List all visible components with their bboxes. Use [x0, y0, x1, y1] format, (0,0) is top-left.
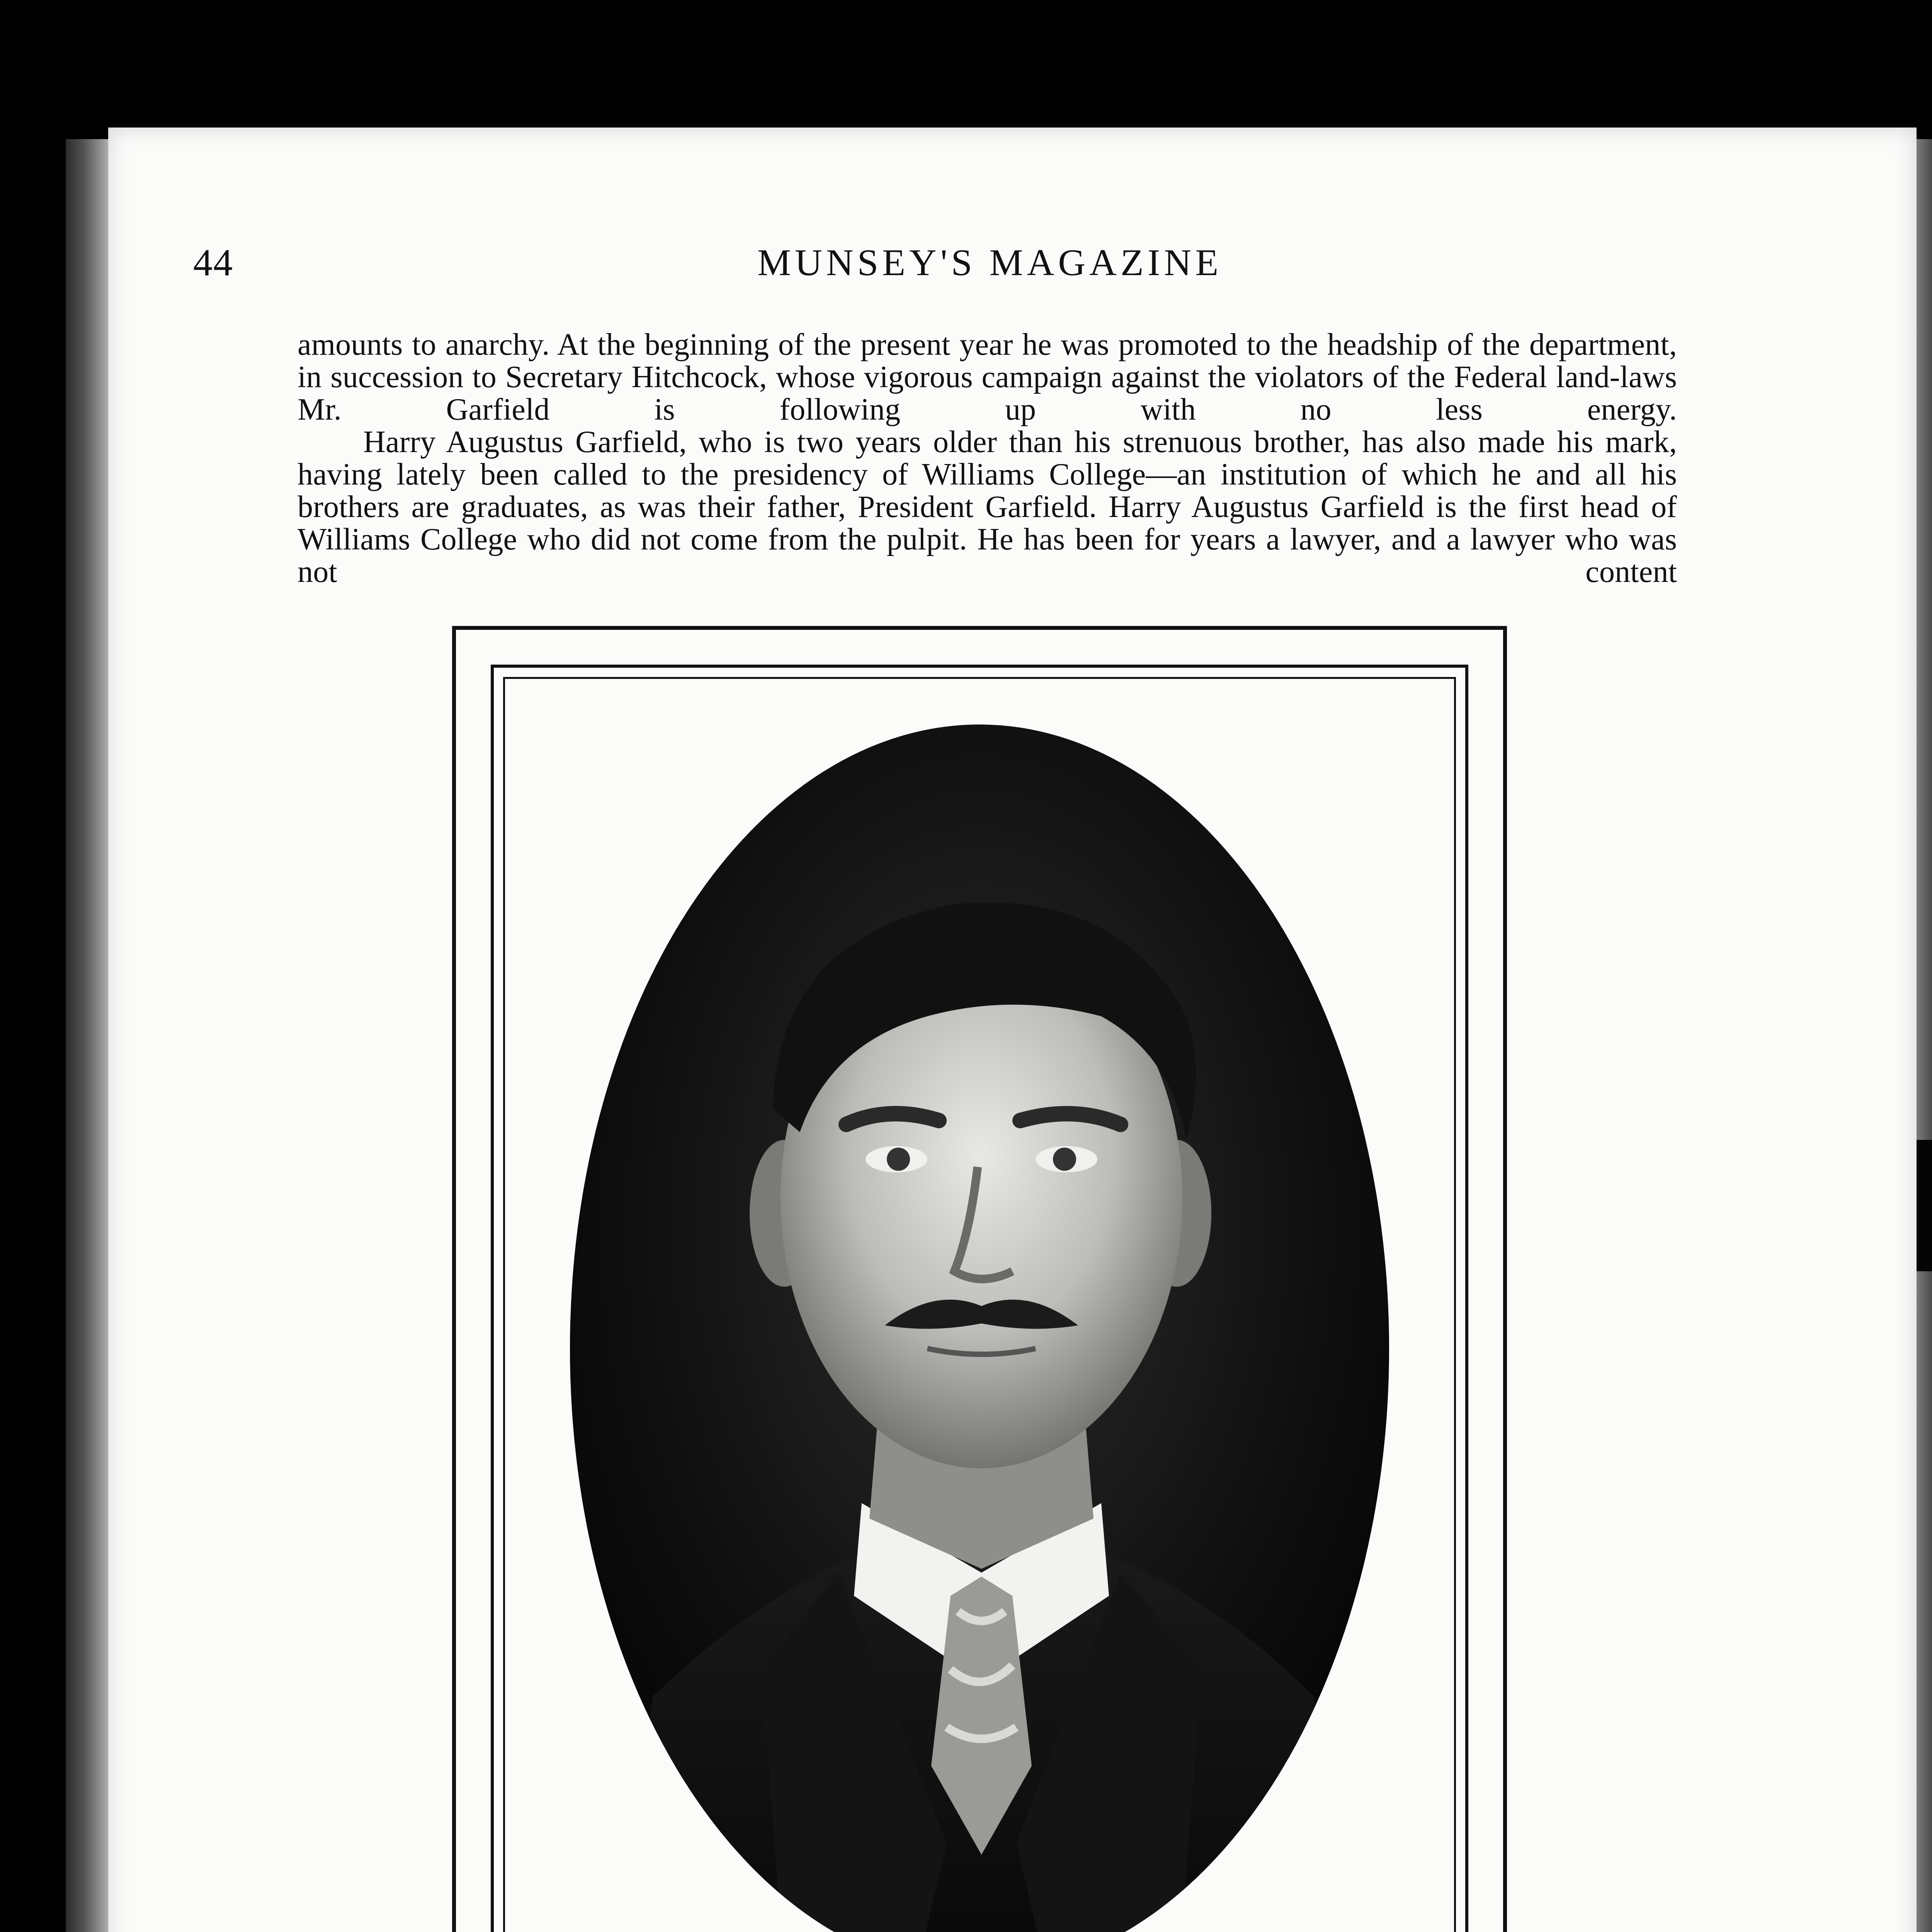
article-text-top [298, 328, 1677, 591]
page-number: 44 [193, 241, 233, 284]
magazine-title: MUNSEY'S MAGAZINE [757, 242, 1223, 284]
portrait-photograph [568, 723, 1391, 1932]
book-edge-left [66, 139, 112, 1932]
running-head [193, 240, 1685, 286]
paragraph: Harry Augustus Garfield, who is two years older than his strenuous brother, has also made his mark, having lately been called to the presidency of Williams College—an institution of which he and all his brothers are graduates, as was their father, President Garfield. Harry Augustus Garfield is the first head of Williams College who did not come from the pulpit. He has been for years a lawyer, and a lawyer who was not content [298, 425, 1677, 589]
paragraph: amounts to anarchy. At the beginning of the present year he was promoted to the headship of the department, in succession to Secretary Hitchcock, whose vigorous campaign against the violators of the Federal land-laws Mr. Garfield is following up with no less energy. [298, 328, 1677, 427]
